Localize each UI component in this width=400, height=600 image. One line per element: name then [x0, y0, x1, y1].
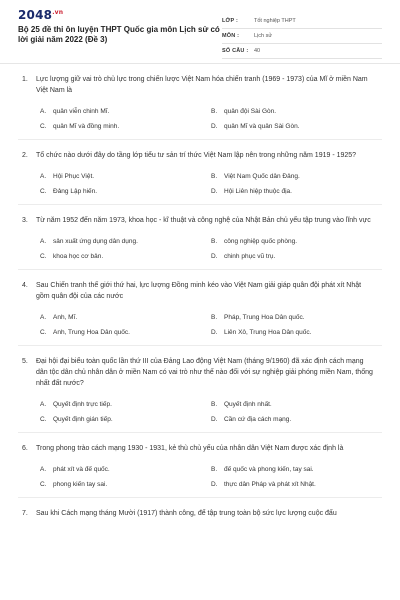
meta-key: LỚP : — [222, 18, 238, 24]
option-letter: A. — [40, 108, 47, 115]
option-letter: C. — [40, 123, 47, 130]
question-item — [18, 508, 382, 527]
answer-option[interactable] — [40, 465, 211, 474]
meta-value: Lịch sử — [254, 33, 273, 39]
option-letter: C. — [40, 188, 47, 195]
option-letter: B. — [211, 401, 218, 408]
question-text: Lực lượng giữ vai trò chủ lực trong chiến lược Việt Nam hóa chiến tranh (1969 - 1973) của Mĩ ở miền Nam Việt Nam là — [36, 76, 368, 94]
document-meta — [222, 14, 382, 59]
question-text-row — [18, 356, 382, 389]
answer-option[interactable] — [211, 252, 382, 261]
option-text: Việt Nam Quốc dân Đảng. — [224, 173, 300, 180]
question-list — [0, 64, 400, 527]
meta-value: 40 — [254, 48, 261, 54]
answer-option[interactable] — [211, 328, 382, 337]
option-text: Hội Liên hiệp thuộc địa. — [224, 188, 292, 195]
document-title: Bộ 25 đề thi ôn luyện THPT Quốc gia môn Lịch sử có lời giải năm 2022 (Đề 3) — [18, 25, 220, 44]
document-header — [0, 0, 400, 64]
logo-main: 2048 — [18, 8, 53, 22]
option-text: đế quốc và phong kiến, tay sai. — [224, 466, 314, 473]
answer-option[interactable] — [40, 107, 211, 116]
question-item — [18, 215, 382, 270]
option-letter: D. — [211, 416, 218, 423]
question-text: Từ năm 1952 đến năm 1973, khoa học - kĩ thuật và công nghệ của Nhật Bản chủ yếu tập trung vào lĩnh vực — [36, 217, 371, 224]
meta-row-subject — [222, 29, 382, 44]
question-text-row — [18, 150, 382, 161]
question-item — [18, 150, 382, 205]
option-letter: C. — [40, 329, 47, 336]
question-item — [18, 74, 382, 140]
question-text-row — [18, 508, 382, 519]
answer-options — [18, 465, 382, 489]
option-text: Hội Phục Việt. — [53, 173, 95, 180]
option-text: thực dân Pháp và phát xít Nhật. — [224, 481, 316, 488]
option-letter: B. — [211, 314, 218, 321]
question-text-row — [18, 215, 382, 226]
option-letter: A. — [40, 314, 47, 321]
option-text: Đảng Lập hiến. — [53, 188, 98, 195]
option-text: Anh, Trung Hoa Dân quốc. — [53, 329, 130, 336]
option-text: phát xít và đế quốc. — [53, 466, 110, 473]
question-number: 1. — [22, 76, 28, 83]
option-letter: C. — [40, 481, 47, 488]
question-number: 6. — [22, 445, 28, 452]
option-text: Quyết định gián tiếp. — [53, 416, 113, 423]
answer-options — [18, 172, 382, 196]
question-number: 4. — [22, 282, 28, 289]
question-item — [18, 356, 382, 433]
option-letter: B. — [211, 466, 218, 473]
logo-sub: .vn — [52, 9, 64, 16]
answer-options — [18, 107, 382, 131]
answer-option[interactable] — [211, 480, 382, 489]
question-text: Trong phong trào cách mạng 1930 - 1931, kẻ thù chủ yếu của nhân dân Việt Nam được xác định là — [36, 445, 344, 452]
question-text: Tổ chức nào dưới đây do tầng lớp tiểu tư sản trí thức Việt Nam lập nên trong những năm 1919 - 1925? — [36, 152, 357, 159]
answer-option[interactable] — [40, 400, 211, 409]
question-number: 5. — [22, 358, 28, 365]
answer-option[interactable] — [211, 400, 382, 409]
answer-option[interactable] — [211, 313, 382, 322]
option-text: phong kiến tay sai. — [53, 481, 108, 488]
option-letter: C. — [40, 253, 47, 260]
answer-option[interactable] — [40, 313, 211, 322]
meta-row-class — [222, 14, 382, 29]
answer-option[interactable] — [211, 187, 382, 196]
option-letter: D. — [211, 329, 218, 336]
question-item — [18, 443, 382, 498]
option-text: Liên Xô, Trung Hoa Dân quốc. — [224, 329, 312, 336]
option-text: công nghiệp quốc phòng. — [224, 238, 298, 245]
option-text: quân viễn chinh Mĩ. — [53, 108, 110, 115]
answer-option[interactable] — [40, 480, 211, 489]
answer-option[interactable] — [211, 172, 382, 181]
question-number: 2. — [22, 152, 28, 159]
option-letter: D. — [211, 123, 218, 130]
question-text-row — [18, 443, 382, 454]
option-text: Quyết định trực tiếp. — [53, 401, 112, 408]
option-letter: B. — [211, 173, 218, 180]
answer-option[interactable] — [211, 237, 382, 246]
option-letter: A. — [40, 238, 47, 245]
question-text: Sau Chiến tranh thế giới thứ hai, lực lượng Đồng minh kéo vào Việt Nam giải giáp quân đội phát xít Nhật gồm quân đội của các nước — [36, 282, 362, 300]
meta-key: SỐ CÂU : — [222, 48, 249, 54]
question-item — [18, 280, 382, 346]
option-text: Anh, Mĩ. — [53, 314, 78, 321]
answer-option[interactable] — [40, 415, 211, 424]
meta-row-count — [222, 44, 382, 59]
meta-value: Tốt nghiệp THPT — [254, 18, 296, 24]
option-letter: A. — [40, 466, 47, 473]
answer-option[interactable] — [211, 465, 382, 474]
question-text: Đại hội đại biểu toàn quốc lần thứ III của Đảng Lao động Việt Nam (tháng 9/1960) đã xác định cách mạng dân tộc dân chủ nhân dân ở miền Nam có vai trò như thế nào đối với sự nghiệp giải phóng miền Nam, thống nhất đất nước? — [36, 358, 373, 387]
answer-options — [18, 313, 382, 337]
option-text: Cần cứ địa cách mạng. — [224, 416, 292, 423]
answer-option[interactable] — [40, 252, 211, 261]
option-letter: B. — [211, 108, 218, 115]
option-text: quân đội Sài Gòn. — [224, 108, 277, 115]
option-text: sản xuất ứng dụng dân dụng. — [53, 238, 138, 245]
question-text-row — [18, 74, 382, 96]
option-letter: A. — [40, 401, 47, 408]
option-letter: A. — [40, 173, 47, 180]
option-text: chinh phục vũ trụ. — [224, 253, 276, 260]
option-letter: B. — [211, 238, 218, 245]
option-text: Pháp, Trung Hoa Dân quốc. — [224, 314, 305, 321]
question-number: 3. — [22, 217, 28, 224]
answer-option[interactable] — [211, 107, 382, 116]
option-text: Quyết định nhất. — [224, 401, 272, 408]
answer-option[interactable] — [40, 187, 211, 196]
option-letter: D. — [211, 253, 218, 260]
meta-key: MÔN : — [222, 33, 240, 39]
option-letter: C. — [40, 416, 47, 423]
answer-option[interactable] — [211, 122, 382, 131]
answer-option[interactable] — [40, 237, 211, 246]
option-letter: D. — [211, 481, 218, 488]
answer-option[interactable] — [40, 122, 211, 131]
answer-option[interactable] — [40, 328, 211, 337]
question-number: 7. — [22, 510, 28, 517]
answer-option[interactable] — [40, 172, 211, 181]
option-letter: D. — [211, 188, 218, 195]
answer-options — [18, 400, 382, 424]
answer-option[interactable] — [211, 415, 382, 424]
option-text: khoa học cơ bản. — [53, 253, 104, 260]
question-text: Sau khi Cách mạng tháng Mười (1917) thành công, để tập trung toàn bộ sức lực lượng cuộc đấu — [36, 510, 337, 517]
question-text-row — [18, 280, 382, 302]
answer-options — [18, 237, 382, 261]
option-text: quân Mĩ và đồng minh. — [53, 123, 120, 130]
option-text: quân Mĩ và quân Sài Gòn. — [224, 123, 300, 130]
